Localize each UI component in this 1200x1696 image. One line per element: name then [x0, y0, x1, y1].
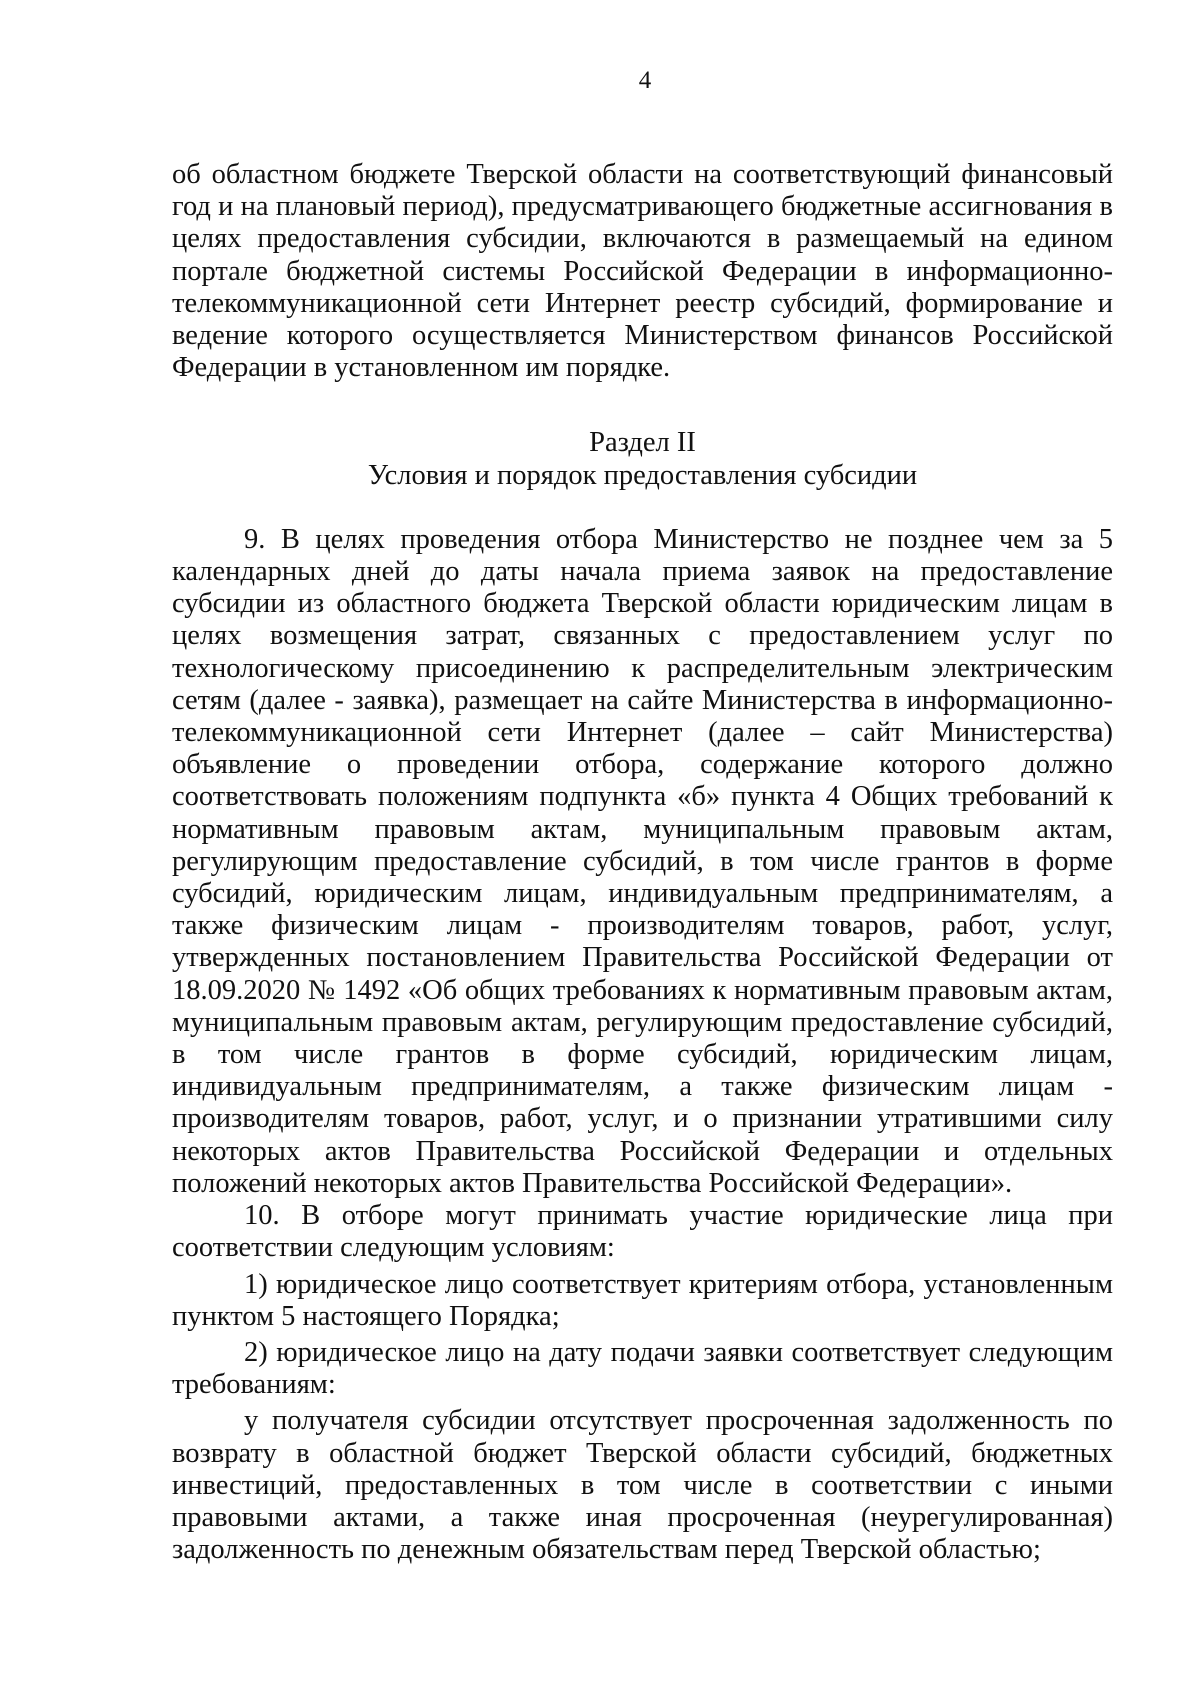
spacer: [172, 492, 1113, 524]
list-item-2: 2) юридическое лицо на дату подачи заявки соответствует следующим требованиям:: [172, 1336, 1113, 1401]
requirement-paragraph: у получателя субсидии отсутствует просроченная задолженность по возврату в областной бюджет Тверской области субсидий, бюджетных инвестиций, предоставленных в том числе в соответствии с иными правовыми актами, а также иная просроченная (неурегулированная) задолженность по денежным обязательствам перед Тверской областью;: [172, 1405, 1113, 1566]
intro-paragraph: об областном бюджете Тверской области на соответствующий финансовый год и на плановый период), предусматривающего бюджетные ассигнования в целях предоставления субсидии, включаются в размещаемый на едином портале бюджетной системы Российской Федерации в информационно-телекоммуникационной сети Интернет реестр субсидий, формирование и ведение которого осуществляется Министерством финансов Российской Федерации в установленном им порядке.: [172, 159, 1113, 384]
list-item-1: 1) юридическое лицо соответствует критериям отбора, установленным пунктом 5 настоящего Порядка;: [172, 1268, 1113, 1332]
document-body: [172, 159, 1113, 1566]
spacer: [172, 384, 1113, 427]
paragraph-10: 10. В отборе могут принимать участие юридические лица при соответствии следующим условиям:: [172, 1200, 1113, 1264]
section-label: Раздел II: [589, 427, 696, 459]
paragraph-9: 9. В целях проведения отбора Министерство не позднее чем за 5 календарных дней до даты начала приема заявок на предоставление субсидии из областного бюджета Тверской области юридическим лицам в целях возмещения затрат, связанных с предоставлением услуг по технологическому присоединению к распределительным электрическим сетям (далее - заявка), размещает на сайте Министерства в информационно-телекоммуникационной сети Интернет (далее – сайт Министерства) объявление о проведении отбора, содержание которого должно соответствовать положениям подпункта «б» пункта 4 Общих требований к нормативным правовым актам, муниципальным правовым актам, регулирующим предоставление субсидий, в том числе грантов в форме субсидий, юридическим лицам, индивидуальным предпринимателям, а также физическим лицам - производителям товаров, работ, услуг, утвержденных постановлением Правительства Российской Федерации от 18.09.2020 № 1492 «Об общих требованиях к нормативным правовым актам, муниципальным правовым актам, регулирующим предоставление субсидий, в том числе грантов в форме субсидий, юридическим лицам, индивидуальным предпринимателям, а также физическим лицам - производителям товаров, работ, услуг, и о признании утратившими силу некоторых актов Правительства Российской Федерации и отдельных положений некоторых актов Правительства Российской Федерации».: [172, 523, 1113, 1199]
section-title: Условия и порядок предоставления субсидии: [367, 459, 918, 491]
page-number: 4: [638, 67, 652, 94]
